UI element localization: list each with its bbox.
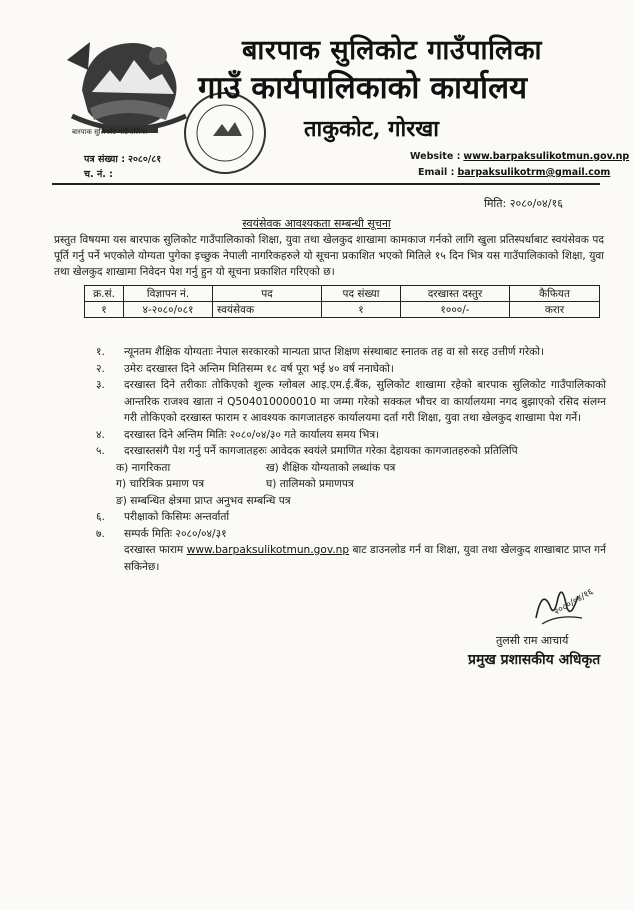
item-text: न्यूनतम शैक्षिक योग्यताः नेपाल सरकारको मान्यता प्राप्त शिक्षण संस्थाबाट स्नातक तह वा सो सरह उत्तीर्ण गरेको। <box>124 346 545 358</box>
notice-date: मिति: २०८०/०४/१६ <box>484 197 563 210</box>
item-text: दरखास्त दिने अन्तिम मितिः २०८०/०४/३० गते कार्यालय समय भित्र। <box>124 428 380 441</box>
doc-marksheet: ख) शैक्षिक योग्यताको लब्धांक पत्र <box>266 461 396 474</box>
doc-citizenship: क) नागरिकता <box>116 461 171 474</box>
cell-ad-number: ४-२०८०/०८१ <box>124 302 213 318</box>
subject-text: स्वयंसेवक आवश्यकता सम्बन्धी सूचना <box>242 217 391 230</box>
doc-row <box>96 460 606 477</box>
th-post-count: पद संख्या <box>322 286 401 302</box>
signature-date: २०८०/०४/१६ <box>552 587 596 618</box>
list-item <box>96 344 606 361</box>
table-header-row <box>85 286 600 302</box>
doc-experience: ङ) सम्बन्धित क्षेत्रमा प्राप्त अनुभव सम्बन्धि पत्र <box>116 494 291 507</box>
list-item <box>96 509 606 526</box>
doc-row <box>96 476 606 493</box>
conditions-list <box>96 344 606 575</box>
vacancy-table <box>84 285 600 318</box>
list-item <box>96 526 606 543</box>
cell-serial: १ <box>85 302 124 318</box>
cell-post: स्वयंसेवक <box>213 302 322 318</box>
signature-icon <box>528 578 596 634</box>
doc-training: घ) तालिमको प्रमाणपत्र <box>266 478 354 490</box>
item-text: सम्पर्क मितिः २०८०/०४/३१ <box>124 527 227 540</box>
logo-caption: बारपाक सुलिकोट गाउँपालिका <box>72 128 148 136</box>
th-remarks: कैफियत <box>510 286 600 302</box>
notice-subject <box>0 216 633 231</box>
cell-remarks: करार <box>510 302 600 318</box>
patra-value: २०८०/८१ <box>128 154 162 165</box>
doc-character: ग) चारित्रिक प्रमाण पत्र <box>116 478 205 490</box>
patra-label: पत्र संख्या : <box>84 154 126 165</box>
intro-paragraph: प्रस्तुत विषयमा यस बारपाक सुलिकोट गाउँपालिकाको शिक्षा, युवा तथा खेलकुद शाखामा कामकाज गर्नको लागि खुला प्रतिस्पर्धाबाट स्वयंसेवक पद पूर्ति गर्नु पर्ने भएकोले योग्यता पुगेका इच्छुक नेपाली नागरिकहरुले यो सूचना प्रकाशित भएको मितिले १५ दिन भित्र यस गाउँपालिकाको शिक्षा, युवा तथा खेलकुद शाखामा निवेदन पेश गर्नु हुन यो सूचना प्रकाशित गरिएको छ। <box>54 234 604 278</box>
table-row <box>85 302 600 318</box>
item-number: ३. <box>96 379 105 391</box>
download-post: बाट डाउनलोड गर्न वा शिक्षा, युवा तथा खेलकुद शाखाबाट प्राप्त गर्न सकिनेछ। <box>124 544 606 573</box>
cell-fee: १०००/- <box>401 302 510 318</box>
email-label: Email : <box>418 167 455 178</box>
office-location: ताकुकोट, गोरखा <box>304 116 439 142</box>
item-number: ५. <box>96 445 105 457</box>
item-text: दरखास्तसंगै पेश गर्नु पर्ने कागजातहरुः आवेदक स्वयंले प्रमाणित गरेका देहायका कागजातहरुको प्रतिलिपि <box>124 445 518 457</box>
item-text: परीक्षाको किसिमः अन्तर्वार्ता <box>124 511 230 523</box>
municipality-logo-icon <box>62 30 197 142</box>
email-link[interactable]: barpaksulikotrm@gmail.com <box>457 167 611 178</box>
signatory-title: प्रमुख प्रशासकीय अधिकृत <box>468 652 601 668</box>
municipality-name: बारपाक सुलिकोट गाउँपालिका <box>242 35 543 66</box>
website-line <box>410 151 629 162</box>
item-text: दरखास्त दिने तरीकाः तोकिएको शुल्क ग्लोबल आइ.एम.ई.बैंक, सुलिकोट शाखामा रहेको बारपाक सुलिकोट गाउँपालिकाको आन्तरिक राजश्व खाता नं Q504010000010 मा जम्मा गरेको सक्कल भौचर वा कार्यालयमा नगद बुझाएको रसिद संलग्न गरी तोकिएको दरखास्त फाराम र आवश्यक कागजातहरु कार्यालयमा दर्ता गरी शिक्षा, युवा तथा खेलकुद शाखामा पेश गर्ने। <box>124 379 606 424</box>
patra-sankhya <box>84 152 161 165</box>
th-fee: दरखास्त दस्तुर <box>401 286 510 302</box>
chalani-number <box>84 167 113 180</box>
list-item <box>96 361 606 378</box>
item-number: ४. <box>96 428 105 441</box>
th-serial: क्र.सं. <box>85 286 124 302</box>
th-ad-number: विज्ञापन नं. <box>124 286 213 302</box>
download-note <box>96 542 606 575</box>
download-pre: दरखास्त फाराम <box>124 544 187 556</box>
list-item <box>96 427 606 444</box>
signatory-name: तुलसी राम आचार्य <box>496 634 569 647</box>
item-number: २. <box>96 362 105 375</box>
chalani-label: च. नं. : <box>84 169 113 180</box>
list-item <box>96 443 606 460</box>
item-number: १. <box>96 346 105 358</box>
download-link[interactable]: www.barpaksulikotmun.gov.np <box>186 544 350 556</box>
item-number: ६. <box>96 511 105 523</box>
th-post: पद <box>213 286 322 302</box>
email-line <box>418 167 610 178</box>
item-number: ७. <box>96 527 105 540</box>
website-label: Website : <box>410 151 461 162</box>
list-item <box>96 377 606 427</box>
office-name: गाउँ कार्यपालिकाको कार्यालय <box>198 70 528 106</box>
header-divider <box>52 183 600 185</box>
item-text: उमेरः दरखास्त दिने अन्तिम मितिसम्म १८ वर्ष पूरा भई ४० वर्ष ननाघेको। <box>124 362 394 375</box>
website-link[interactable]: www.barpaksulikotmun.gov.np <box>463 151 630 162</box>
cell-post-count: १ <box>322 302 401 318</box>
